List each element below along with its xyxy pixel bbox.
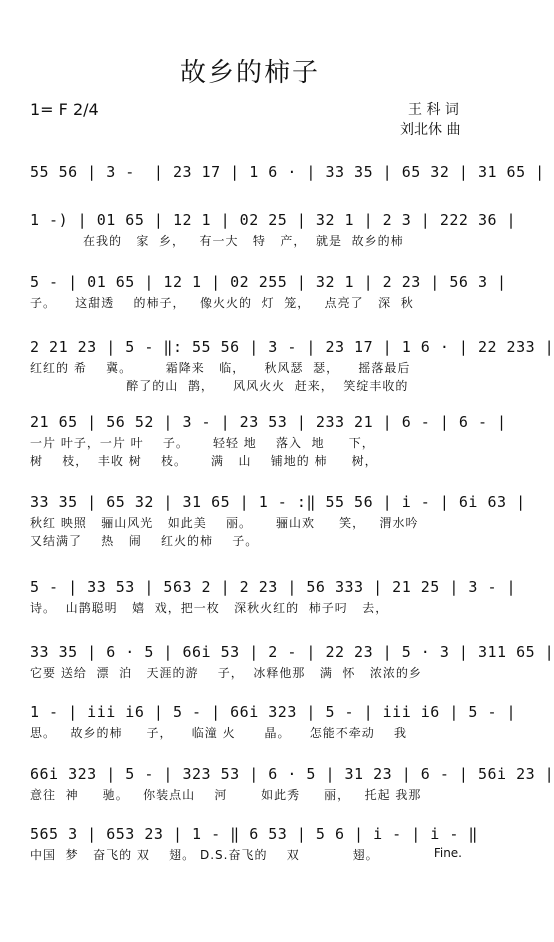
lyric-line: 又结满了 热 闹 红火的柿 子。 — [30, 534, 259, 548]
score-system — [30, 208, 517, 250]
lyric-line: 红红的 希 冀。 霜降来 临， 秋风瑟 瑟， 摇落最后 — [30, 361, 411, 375]
score-system — [30, 270, 507, 312]
lyric-line: 秋红 映照 骊山风光 如此美 丽。 骊山欢 笑， 渭水吟 — [30, 516, 419, 530]
lyric-line: 子。 这甜透 的柿子， 像火火的 灯 笼， 点亮了 深 秋 — [30, 296, 414, 310]
score-system — [30, 575, 517, 617]
notation-line: 1 -) | 01 65 | 12 1 | 02 25 | 32 1 | 2 3 | 222 36 | — [30, 211, 517, 229]
lyric-line: 中国 梦 奋飞的 双 翅。 D.S.奋飞的 双 翅。 — [30, 848, 379, 862]
notation-line: 21 65 | 56 52 | 3 - | 23 53 | 233 21 | 6 - | 6 - | — [30, 413, 507, 431]
score-system — [30, 335, 554, 395]
score-system — [30, 762, 554, 804]
lyric-line: 在我的 家 乡， 有一大 特 产， 就是 故乡的柿 — [30, 234, 404, 248]
notation-line: 33 35 | 65 32 | 31 65 | 1 - :‖ 55 56 | i - | 6i 63 | — [30, 493, 526, 511]
notation-line: 5 - | 33 53 | 563 2 | 2 23 | 56 333 | 21 25 | 3 - | — [30, 578, 517, 596]
score-system — [30, 410, 507, 470]
notation-line: 55 56 | 3 - | 23 17 | 1 6 · | 33 35 | 65 32 | 31 65 | — [30, 163, 545, 181]
lyric-line: 思。 故乡的柿 子， 临潼 火 晶。 怎能不牵动 我 — [30, 726, 407, 740]
score-system — [30, 490, 526, 550]
lyric-line: 醉了的山 鹊， 风风火火 赶来， 笑绽丰收的 — [30, 379, 409, 393]
notation-line: 33 35 | 6 · 5 | 66i 53 | 2 - | 22 23 | 5 · 3 | 311 65 | — [30, 643, 554, 661]
lyric-line: 诗。 山鹊聪明 嬉 戏，把一枚 深秋火红的 柿子叼 去， — [30, 601, 389, 615]
lyric-line: 树 枝， 丰收 树 枝。 满 山 铺地的 柿 树， — [30, 454, 378, 468]
lyric-line: 一片 叶子，一片 叶 子。 轻轻 地 落入 地 下， — [30, 436, 375, 450]
notation-line: 5 - | 01 65 | 12 1 | 02 255 | 32 1 | 2 23 | 56 3 | — [30, 273, 507, 291]
score-system — [30, 160, 545, 184]
score-system — [30, 700, 517, 742]
song-title: 故乡的柿子 — [179, 58, 320, 88]
score-system — [30, 822, 478, 864]
score-system — [30, 640, 554, 682]
lyric-line: 它要 送给 漂 泊 天涯的游 子， 冰释他那 满 怀 浓浓的乡 — [30, 666, 422, 680]
key-signature: 1= F 2/4 — [30, 100, 99, 119]
notation-line: 2 21 23 | 5 - ‖: 55 56 | 3 - | 23 17 | 1 6 · | 22 233 | — [30, 338, 554, 356]
notation-line: 66i 323 | 5 - | 323 53 | 6 · 5 | 31 23 | 6 - | 56i 23 | — [30, 765, 554, 783]
composer-credit: 刘北休 曲 — [400, 122, 461, 138]
credits — [400, 100, 460, 140]
lyricist-credit: 王 科 词 — [408, 102, 459, 118]
fine-marker: Fine. — [433, 846, 462, 860]
lyric-line: 意往 神 驰。 你装点山 河 如此秀 丽， 托起 我那 — [30, 788, 422, 802]
notation-line: 565 3 | 653 23 | 1 - ‖ 6 53 | 5 6 | i - | i - ‖ — [30, 825, 478, 843]
notation-line: 1 - | iii i6 | 5 - | 66i 323 | 5 - | iii i6 | 5 - | — [30, 703, 517, 721]
